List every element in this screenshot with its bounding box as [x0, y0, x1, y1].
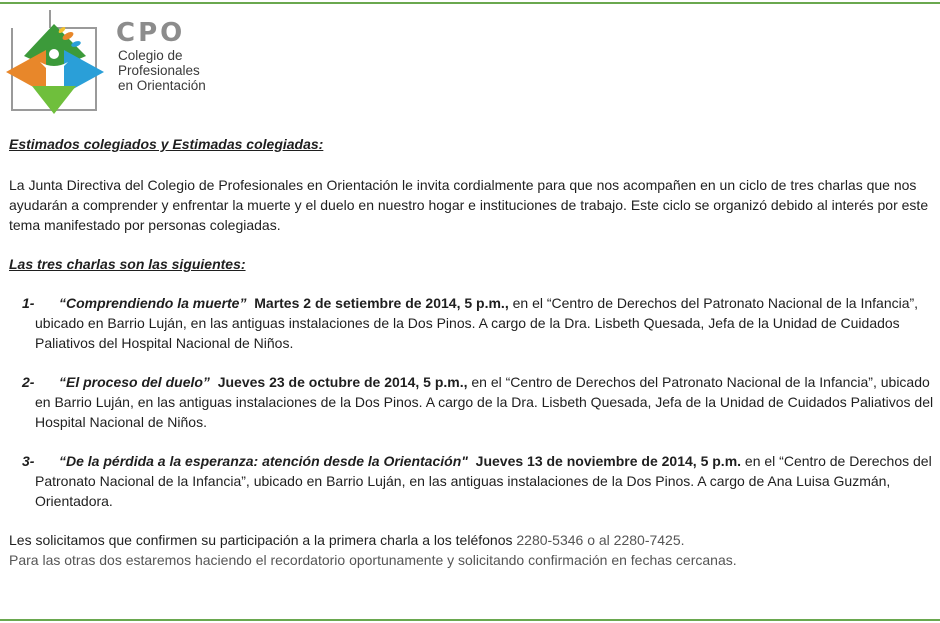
reminder-line: Para las otras dos estaremos haciendo el recordatorio oportunamente y solicitando confirmación en fechas cercanas.	[9, 552, 737, 568]
talk-item-2	[9, 372, 934, 432]
phone-numbers: 2280-5346 o al 2280-7425.	[516, 532, 685, 548]
talk-date: Martes 2 de setiembre de 2014, 5 p.m.,	[254, 295, 509, 311]
talk-number: 2-	[22, 374, 35, 390]
talk-details: en el “Centro de Derechos del Patronato Nacional de la Infancia”, ubicado en Barrio Luján, en las antiguas instalaciones de la Dos Pinos. A cargo de Ana Luisa Guzmán, Orientadora.	[35, 453, 932, 509]
org-name-line-3: en Orientación	[118, 78, 206, 93]
talk-date: Jueves 23 de octubre de 2014, 5 p.m.,	[217, 374, 468, 390]
confirm-text: Les solicitamos que confirmen su participación a la primera charla a los teléfonos	[9, 532, 513, 548]
talk-details: en el “Centro de Derechos del Patronato Nacional de la Infancia”, ubicado en Barrio Luján, en las antiguas instalaciones de la Dos Pinos. A cargo de la Dra. Lisbeth Quesada, Jefa de la Unidad de Cuidados Paliativos del Hospital Nacional de Niños.	[35, 374, 934, 430]
talk-item-3	[9, 451, 934, 511]
intro-paragraph: La Junta Directiva del Colegio de Profesionales en Orientación le invita cordialmente para que nos acompañen en un ciclo de tres charlas que nos ayudarán a comprender y enfrentar la muerte y el duelo en nuestro hogar e instituciones de trabajo. Este ciclo se organizó debido al interés por este tema manifestado por personas colegiadas.	[9, 177, 929, 233]
bottom-divider	[0, 619, 940, 621]
greeting: Estimados colegiados y Estimadas colegiadas:	[9, 136, 324, 152]
talks-heading: Las tres charlas son las siguientes:	[9, 256, 246, 272]
talk-title: “El proceso del duelo”	[59, 374, 210, 390]
talk-details: en el “Centro de Derechos del Patronato Nacional de la Infancia”, ubicado en Barrio Luján, en las antiguas instalaciones de la Dos Pinos. A cargo de la Dra. Lisbeth Quesada, Jefa de la Unidad de Cuidados Paliativos del Hospital Nacional de Niños.	[35, 295, 919, 351]
letter-body	[9, 134, 934, 570]
talk-item-1	[9, 293, 934, 353]
talk-title: “Comprendiendo la muerte”	[59, 295, 247, 311]
org-name-line-2: Profesionales	[118, 63, 200, 78]
org-abbrev: CPO	[116, 18, 186, 48]
confirm-line	[9, 530, 934, 550]
logo-text	[116, 18, 206, 93]
top-divider	[0, 2, 940, 4]
talk-number: 3-	[22, 453, 35, 469]
talk-title: “De la pérdida a la esperanza: atención desde la Orientación"	[59, 453, 468, 469]
org-name-line-1: Colegio de	[118, 48, 183, 63]
talk-number: 1-	[22, 295, 35, 311]
talk-date: Jueves 13 de noviembre de 2014, 5 p.m.	[475, 453, 742, 469]
